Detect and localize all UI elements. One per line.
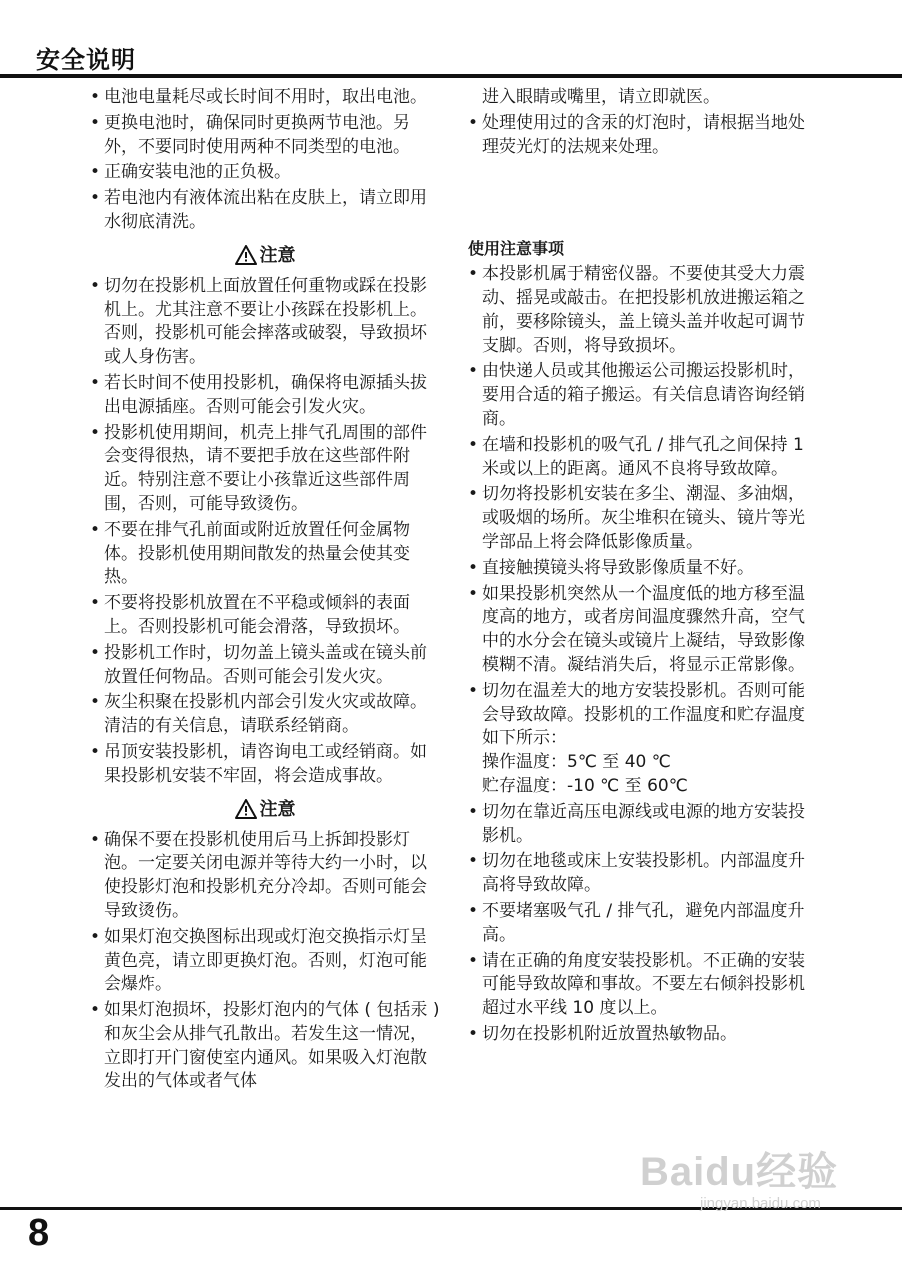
caution-label: 注意 <box>259 244 296 266</box>
section-title: 使用注意事项 <box>468 239 565 259</box>
list-item: • 直接触摸镜头将导致影像质量不好。 <box>468 557 818 581</box>
list-item: • 若长时间不使用投影机，确保将电源插头拔出电源插座。否则可能会引发火灾。 <box>90 372 440 420</box>
list-item: • 切勿在靠近高压电源线或电源的地方安装投影机。 <box>468 801 818 849</box>
list-item: • 切勿将投影机安装在多尘、潮湿、多油烟，或吸烟的场所。灰尘堆积在镜头、镜片等光学部品上将会降低影像质量。 <box>468 483 818 554</box>
lamp-disposal-list <box>468 112 818 160</box>
list-item: • 不要将投影机放置在不平稳或倾斜的表面上。否则投影机可能会滑落，导致损坏。 <box>90 592 440 640</box>
list-item: • 如果投影机突然从一个温度低的地方移至温度高的地方，或者房间温度骤然升高，空气中的水分会在镜头或镜片上凝结，导致影像模糊不清。凝结消失后，将显示正常影像。 <box>468 583 818 678</box>
list-item <box>468 680 818 799</box>
watermark-url: jingyan.baidu.com <box>700 1195 821 1212</box>
usage-precautions-list <box>468 263 818 1047</box>
list-item: • 不要在排气孔前面或附近放置任何金属物体。投影机使用期间散发的热量会使其变热。 <box>90 519 440 590</box>
list-item: • 请在正确的角度安装投影机。不正确的安装可能导致故障和事故。不要左右倾斜投影机超过水平线 10 度以上。 <box>468 950 818 1021</box>
list-item: • 由快递人员或其他搬运公司搬运投影机时，要用合适的箱子搬运。有关信息请咨询经销商。 <box>468 360 818 431</box>
continued-text: 进入眼睛或嘴里，请立即就医。 <box>482 87 720 107</box>
right-column <box>468 86 818 1049</box>
list-item: • 更换电池时，确保同时更换两节电池。另外，不要同时使用两种不同类型的电池。 <box>90 112 440 160</box>
list-item: • 吊顶安装投影机，请咨询电工或经销商。如果投影机安装不牢固，将会造成事故。 <box>90 741 440 789</box>
page-number: 8 <box>28 1212 50 1254</box>
footer-rule <box>0 1207 902 1210</box>
list-item: • 切勿在投影机上面放置任何重物或踩在投影机上。尤其注意不要让小孩踩在投影机上。否则，投影机可能会摔落或破裂，导致损坏或人身伤害。 <box>90 275 440 370</box>
list-item: • 本投影机属于精密仪器。不要使其受大力震动、摇晃或敲击。在把投影机放进搬运箱之前，要移除镜头，盖上镜头盖并收起可调节支脚。否则，将导致损坏。 <box>468 263 818 358</box>
list-item: • 确保不要在投影机使用后马上拆卸投影灯泡。一定要关闭电源并等待大约一小时，以使投影灯泡和投影机充分冷却。否则可能会导致烫伤。 <box>90 829 440 924</box>
watermark <box>640 1140 870 1240</box>
list-item: • 切勿在地毯或床上安装投影机。内部温度升高将导致故障。 <box>468 850 818 898</box>
left-column <box>90 86 440 1096</box>
list-item: • 如果灯泡交换图标出现或灯泡交换指示灯呈黄色亮，请立即更换灯泡。否则，灯泡可能会爆炸。 <box>90 926 440 997</box>
list-item: • 若电池内有液体流出粘在皮肤上，请立即用水彻底清洗。 <box>90 187 440 235</box>
list-item: • 投影机使用期间，机壳上排气孔周围的部件会变得很热，请不要把手放在这些部件附近。特别注意不要让小孩靠近这些部件周围，否则，可能导致烫伤。 <box>90 422 440 517</box>
warning-triangle-icon <box>235 799 257 819</box>
watermark-logo: Baidu经验 <box>640 1150 839 1194</box>
storage-temperature: 贮存温度：-10 ℃ 至 60℃ <box>482 775 688 796</box>
page-title: 安全说明 <box>36 46 136 74</box>
header-rule <box>0 74 902 78</box>
temperature-intro: 切勿在温差大的地方安装投影机。否则可能会导致故障。投影机的工作温度和贮存温度如下所示： <box>482 680 805 749</box>
caution-list <box>90 275 440 789</box>
operating-temperature: 操作温度：5℃ 至 40 ℃ <box>482 752 671 773</box>
caution-label: 注意 <box>259 798 296 820</box>
caution-heading <box>90 243 440 269</box>
list-item: • 在墙和投影机的吸气孔 / 排气孔之间保持 1 米或以上的距离。通风不良将导致故障。 <box>468 434 818 482</box>
caution-heading <box>90 797 440 823</box>
lamp-caution-list <box>90 829 440 1095</box>
list-item: • 电池电量耗尽或长时间不用时，取出电池。 <box>90 86 440 110</box>
list-item: • 不要堵塞吸气孔 / 排气孔，避免内部温度升高。 <box>468 900 818 948</box>
list-item: • 投影机工作时，切勿盖上镜头盖或在镜头前放置任何物品。否则可能会引发火灾。 <box>90 642 440 690</box>
warning-triangle-icon <box>235 245 257 265</box>
list-item: • 切勿在投影机附近放置热敏物品。 <box>468 1023 818 1047</box>
list-item: • 正确安装电池的正负极。 <box>90 161 440 185</box>
list-item: • 灰尘积聚在投影机内部会引发火灾或故障。清洁的有关信息，请联系经销商。 <box>90 691 440 739</box>
list-item: • 如果灯泡损坏，投影灯泡内的气体 ( 包括汞 ) 和灰尘会从排气孔散出。若发生这一情况，立即打开门窗使室内通风。如果吸入灯泡散发出的气体或者气体 <box>90 999 440 1094</box>
battery-list <box>90 86 440 235</box>
list-item: • 处理使用过的含汞的灯泡时，请根据当地处理荧光灯的法规来处理。 <box>468 112 818 160</box>
